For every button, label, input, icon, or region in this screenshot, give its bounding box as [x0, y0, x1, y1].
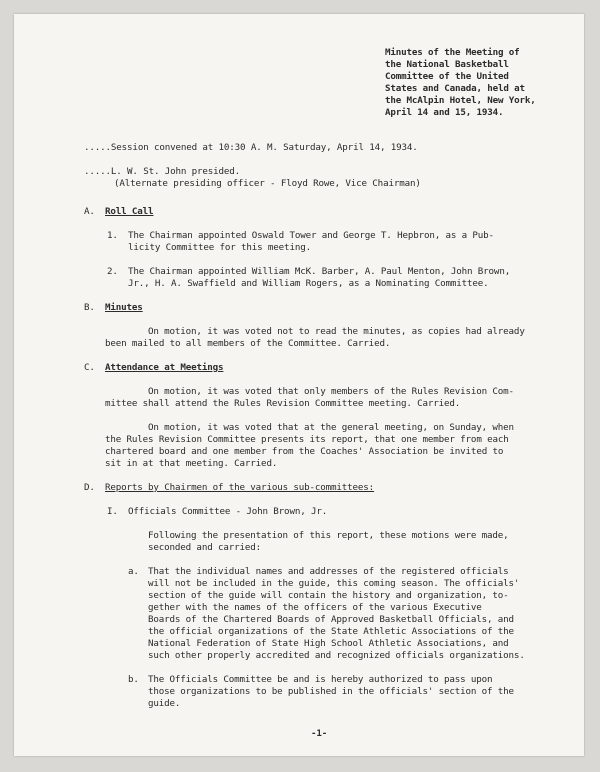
item-label: b. [128, 674, 139, 685]
paragraph-line: Boards of the Chartered Boards of Approved Basketball Officials, and [148, 614, 514, 625]
paragraph-line: National Federation of State High School Athletic Associations, and [148, 638, 509, 649]
header-line: Minutes of the Meeting of [385, 47, 520, 58]
paragraph-line: Following the presentation of this report, these motions were made, [148, 530, 509, 541]
paragraph-line: On motion, it was voted that at the general meeting, on Sunday, when [148, 422, 514, 433]
header-line: Committee of the United [385, 71, 509, 82]
section-title-roll-call: Roll Call [105, 206, 154, 217]
paragraph-line: On motion, it was voted not to read the minutes, as copies had already [148, 326, 525, 337]
header-line: the National Basketball [385, 59, 509, 70]
session-line: .....Session convened at 10:30 A. M. Saturday, April 14, 1934. [84, 142, 418, 153]
paragraph-line: section of the guide will contain the history and organization, to- [148, 590, 509, 601]
paragraph-line: The Officials Committee be and is hereby authorized to pass upon [148, 674, 493, 685]
paragraph-line: Jr., H. A. Swaffield and William Rogers, as a Nominating Committee. [128, 278, 489, 289]
paragraph-line: On motion, it was voted that only members of the Rules Revision Com- [148, 386, 514, 397]
paragraph-line: licity Committee for this meeting. [128, 242, 311, 253]
paragraph-line: guide. [148, 698, 181, 709]
section-title-reports: Reports by Chairmen of the various sub-committees: [105, 482, 375, 493]
paragraph-line: mittee shall attend the Rules Revision Committee meeting. Carried. [105, 398, 461, 409]
paragraph-line: the official organizations of the State Athletic Associations of the [148, 626, 514, 637]
section-letter: A. [84, 206, 95, 217]
header-line: the McAlpin Hotel, New York, [385, 95, 536, 106]
alternate-officer-line: (Alternate presiding officer - Floyd Rowe, Vice Chairman) [114, 178, 421, 189]
section-title-attendance: Attendance at Meetings [105, 362, 224, 373]
paragraph-line: those organizations to be published in the officials' section of the [148, 686, 514, 697]
paragraph-line: sit in at that meeting. Carried. [105, 458, 278, 469]
paragraph-line: gether with the names of the officers of the various Executive [148, 602, 482, 613]
section-letter: D. [84, 482, 95, 493]
presided-line: .....L. W. St. John presided. [84, 166, 241, 177]
item-number: 2. [107, 266, 118, 277]
document-page [14, 14, 584, 756]
page-number: -1- [311, 728, 328, 739]
paragraph-line: The Chairman appointed Oswald Tower and George T. Hepbron, as a Pub- [128, 230, 494, 241]
paragraph-line: chartered board and one member from the Coaches' Association be invited to [105, 446, 504, 457]
paragraph-line: will not be included in the guide, this coming season. The officials' [148, 578, 520, 589]
section-letter: B. [84, 302, 95, 313]
header-line: April 14 and 15, 1934. [385, 107, 504, 118]
paragraph-line: The Chairman appointed William McK. Barber, A. Paul Menton, John Brown, [128, 266, 511, 277]
header-line: States and Canada, held at [385, 83, 525, 94]
section-letter: C. [84, 362, 95, 373]
subsection-title: Officials Committee - John Brown, Jr. [128, 506, 328, 517]
subsection-number: I. [107, 506, 118, 517]
paragraph-line: been mailed to all members of the Committee. Carried. [105, 338, 391, 349]
paragraph-line: seconded and carried: [148, 542, 262, 553]
paragraph-line: such other properly accredited and recognized officials organizations. [148, 650, 525, 661]
paragraph-line: the Rules Revision Committee presents its report, that one member from each [105, 434, 509, 445]
item-label: a. [128, 566, 139, 577]
paragraph-line: That the individual names and addresses of the registered officials [148, 566, 509, 577]
section-title-minutes: Minutes [105, 302, 143, 313]
item-number: 1. [107, 230, 118, 241]
